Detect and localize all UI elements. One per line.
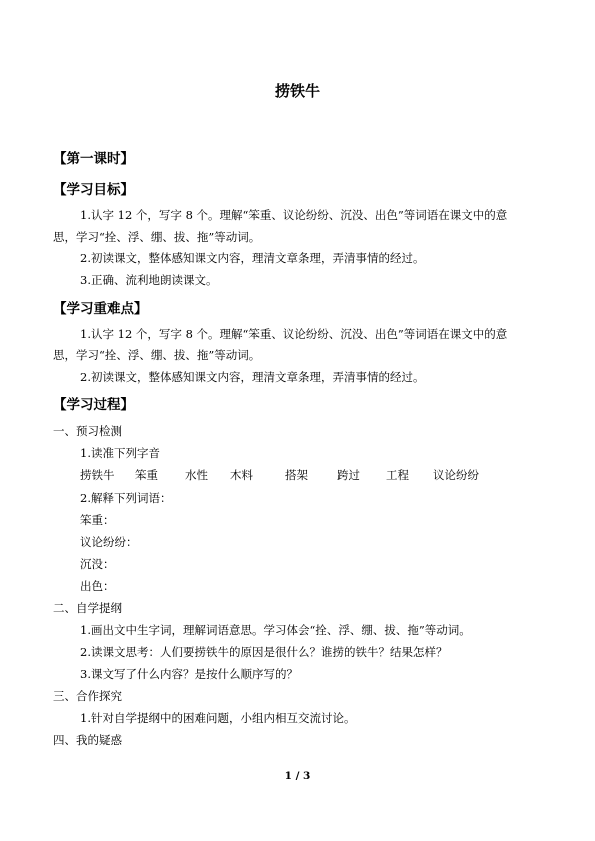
word-item: 捞铁牛 bbox=[80, 468, 115, 482]
page-title: 捞铁牛 bbox=[274, 82, 320, 100]
word-explain-2: 议论纷纷： bbox=[80, 535, 138, 549]
process-2-2: 2.读课文思考：人们要捞铁牛的原因是很什么？谁捞的铁牛？结果怎样？ bbox=[80, 645, 448, 659]
word-item: 工程 bbox=[386, 468, 409, 482]
word-explain-4: 出色： bbox=[80, 579, 115, 593]
word-item: 水性 bbox=[185, 468, 208, 482]
section-key-points: 【学习重难点】 bbox=[53, 301, 148, 317]
word-item: 议论纷纷 bbox=[433, 468, 479, 482]
goal-3: 3.正确、流利地朗读课文。 bbox=[80, 273, 218, 287]
section-goals: 【学习目标】 bbox=[53, 182, 134, 198]
page-number: 1 / 3 bbox=[284, 770, 311, 782]
word-explain-3: 沉没： bbox=[80, 557, 115, 571]
goal-1-line-1: 1.认字 12 个，写字 8 个。理解“笨重、议论纷纷、沉没、出色”等词语在课文中的意 bbox=[80, 208, 508, 222]
process-1-2: 2.解释下列词语： bbox=[80, 491, 172, 505]
goal-2: 2.初读课文，整体感知课文内容，理清文章条理，弄清事情的经过。 bbox=[80, 251, 425, 265]
word-explain-1: 笨重： bbox=[80, 513, 115, 527]
process-part-4: 四、我的疑惑 bbox=[53, 733, 122, 747]
process-part-1: 一、预习检测 bbox=[53, 424, 122, 438]
process-2-1: 1.画出文中生字词，理解词语意思。学习体会“拴、浮、绷、拔、拖”等动词。 bbox=[80, 623, 471, 637]
process-1-1: 1.读准下列字音 bbox=[80, 446, 160, 460]
key-1-line-1: 1.认字 12 个，写字 8 个。理解“笨重、议论纷纷、沉没、出色”等词语在课文中的意 bbox=[80, 327, 508, 341]
word-item: 跨过 bbox=[337, 468, 360, 482]
word-item: 笨重 bbox=[135, 468, 158, 482]
goal-1-line-2: 思，学习“拴、浮、绷、拔、拖”等动词。 bbox=[53, 230, 261, 244]
process-part-2: 二、自学提纲 bbox=[53, 601, 122, 615]
process-3-1: 1.针对自学提纲中的困难问题，小组内相互交流讨论。 bbox=[80, 711, 356, 725]
process-2-3: 3.课文写了什么内容？是按什么顺序写的？ bbox=[80, 667, 298, 681]
word-item: 搭架 bbox=[285, 468, 308, 482]
word-item: 木料 bbox=[230, 468, 253, 482]
section-process: 【学习过程】 bbox=[53, 397, 134, 413]
section-lesson: 【第一课时】 bbox=[53, 151, 134, 167]
process-part-3: 三、合作探究 bbox=[53, 689, 122, 703]
key-1-line-2: 思，学习“拴、浮、绷、拔、拖”等动词。 bbox=[53, 348, 261, 362]
key-2: 2.初读课文，整体感知课文内容，理清文章条理，弄清事情的经过。 bbox=[80, 370, 425, 384]
